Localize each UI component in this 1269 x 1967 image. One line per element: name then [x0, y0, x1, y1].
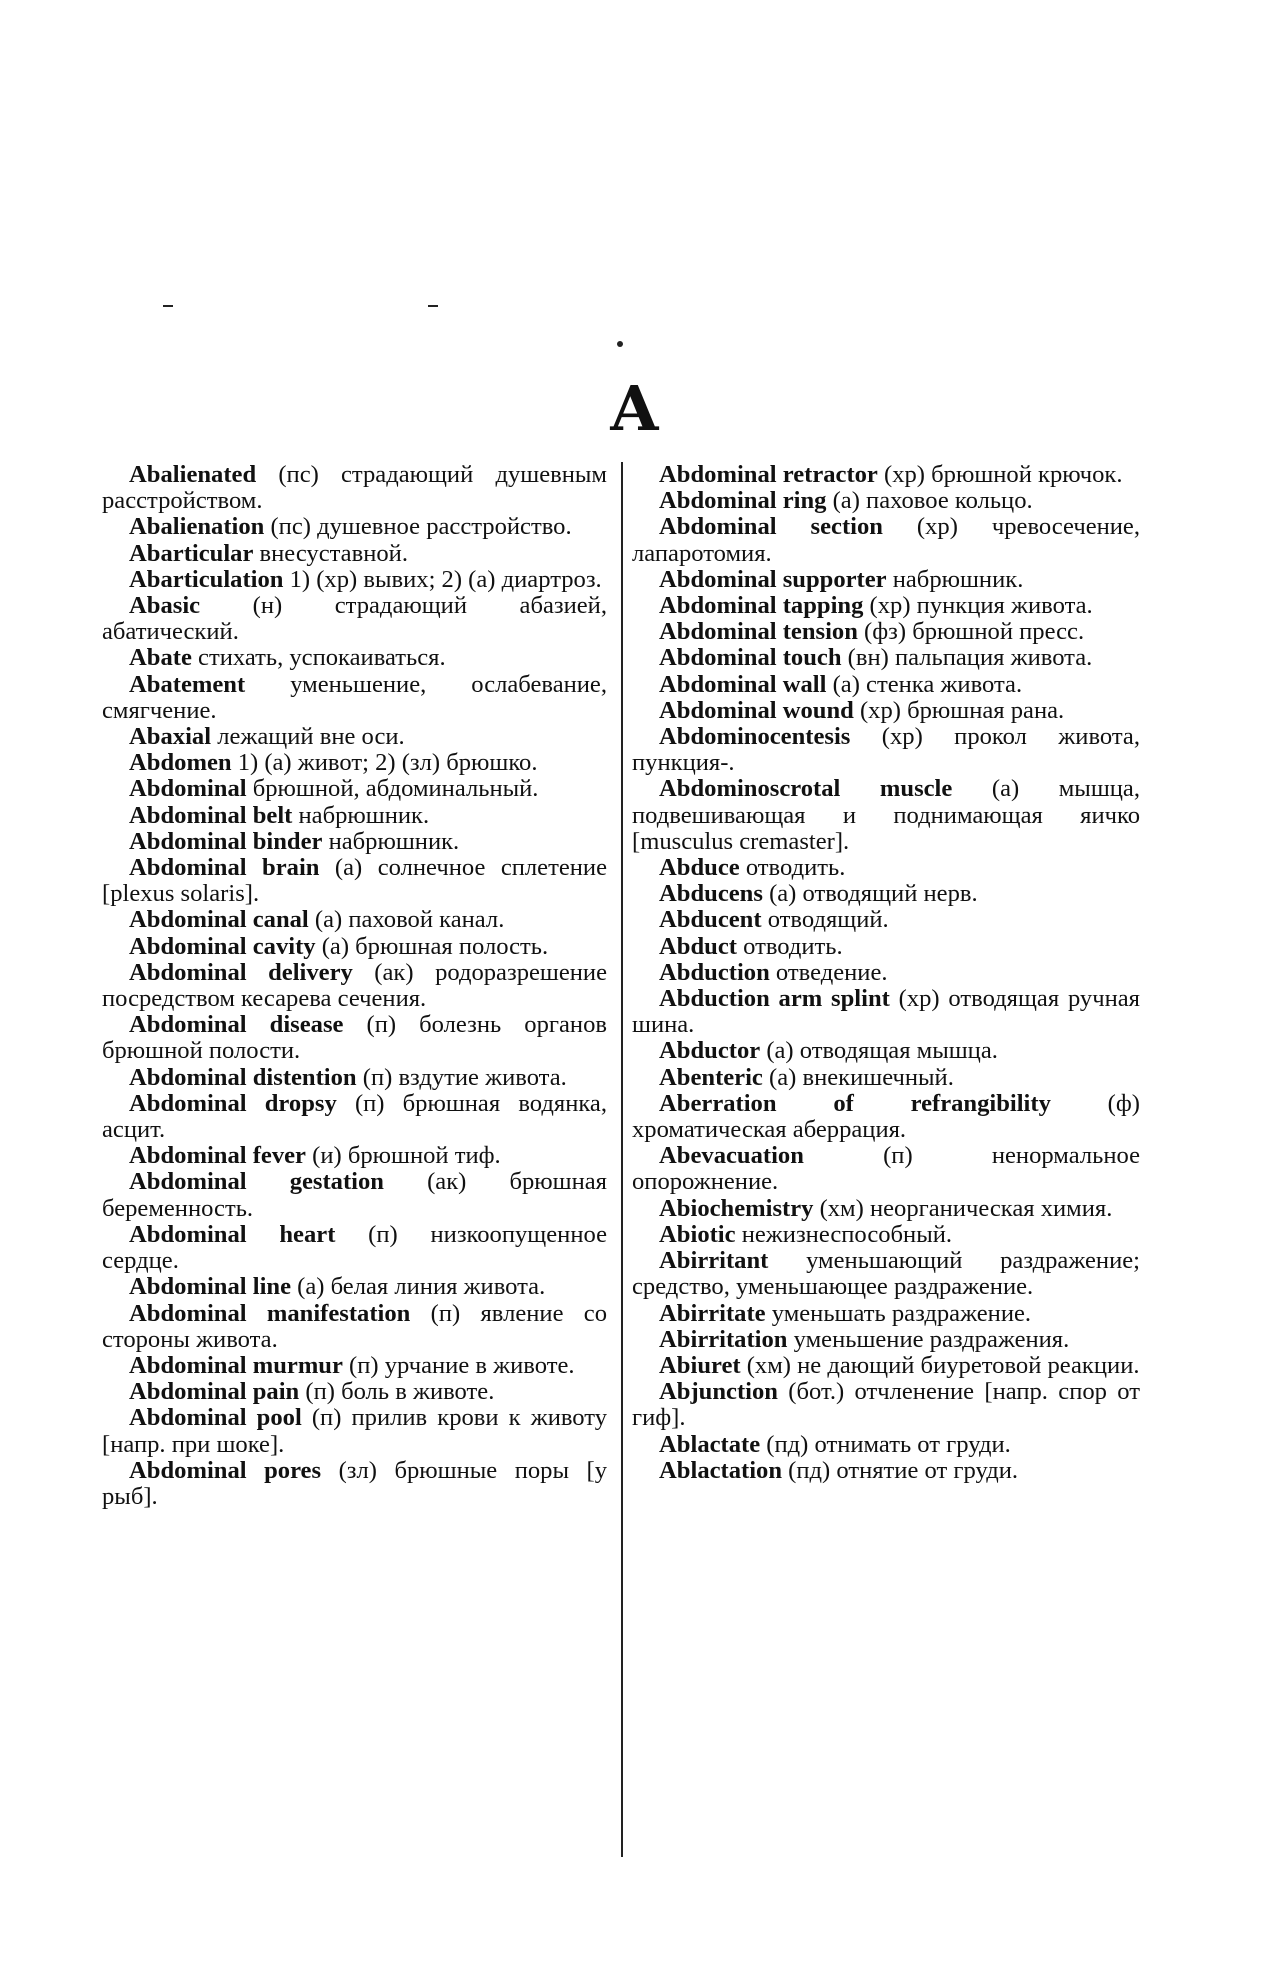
entry-term: Abirritate [659, 1299, 766, 1327]
dictionary-entry [632, 1196, 1140, 1222]
entry-definition: (п) вздутие живота. [356, 1063, 567, 1091]
entry-definition: стихать, успокаиваться. [191, 644, 446, 672]
dictionary-entry [632, 1327, 1140, 1353]
entry-term: Abate [129, 644, 192, 672]
dictionary-entry [102, 829, 607, 855]
entry-definition: (а) внекишечный. [762, 1063, 954, 1091]
entry-definition: (вн) пальпация живота. [841, 644, 1093, 672]
entry-term: Abdominal gestation [129, 1168, 384, 1196]
dictionary-entry [102, 593, 607, 645]
dictionary-entry [632, 1065, 1140, 1091]
dictionary-entry [102, 960, 607, 1012]
dictionary-entry [102, 1065, 607, 1091]
entry-definition: (пд) отнятие от груди. [782, 1456, 1019, 1484]
dictionary-entry [632, 514, 1140, 566]
entry-term: Abaxial [129, 723, 212, 751]
dictionary-entry [632, 698, 1140, 724]
entry-term: Abdominal tapping [659, 592, 864, 620]
entry-term: Abevacuation [659, 1142, 804, 1170]
entry-term: Abjunction [659, 1378, 778, 1406]
entry-term: Abarticulation [129, 565, 284, 593]
entry-term: Abdominal supporter [659, 565, 887, 593]
entry-definition: (а) отводящий нерв. [762, 880, 978, 908]
entry-term: Abductor [659, 1037, 761, 1065]
entry-definition: набрюшник. [322, 827, 460, 855]
dictionary-entry [102, 1301, 607, 1353]
entry-term: Abduction [659, 958, 770, 986]
entry-definition: 1) (хр) вывих; 2) (а) диартроз. [283, 565, 602, 593]
entry-definition: (ак) родоразрешение посредством кесарева сечения. [102, 958, 607, 1013]
dictionary-entry [632, 1091, 1140, 1143]
entry-definition: нежизнеспособный. [735, 1220, 953, 1248]
entry-definition: (н) страдающий абазией, абатический. [102, 592, 607, 646]
dictionary-entry [102, 645, 607, 671]
entry-term: Abiotic [659, 1220, 736, 1248]
dictionary-entry [102, 1274, 607, 1300]
entry-term: Abarticular [129, 539, 254, 567]
scan-speck [428, 305, 438, 307]
entry-term: Abdominal touch [659, 644, 842, 672]
entry-term: Abdominal tension [659, 618, 858, 646]
entry-term: Abdominal cavity [129, 932, 316, 960]
entry-term: Abduce [659, 854, 740, 882]
entry-definition: (и) брюшной тиф. [305, 1142, 501, 1170]
entry-term: Abdominal pain [129, 1378, 300, 1406]
entry-definition: (а) белая линия живота. [291, 1273, 546, 1301]
entry-definition: уменьшать раздражение. [765, 1299, 1032, 1327]
entry-term: Abdominal disease [129, 1011, 344, 1039]
entry-term: Abdominal distention [129, 1063, 357, 1091]
dictionary-entry [632, 960, 1140, 986]
entry-term: Abdominal pores [129, 1456, 322, 1484]
dictionary-entry [102, 514, 607, 540]
entry-definition: 1) (а) живот; 2) (зл) брюшко. [231, 749, 538, 777]
entry-definition: (п) ненормальное опорожнение. [632, 1142, 1140, 1196]
entry-definition: (пс) страдающий душевным расстройством. [102, 461, 607, 515]
dictionary-entry [102, 724, 607, 750]
scan-speck [163, 305, 173, 307]
entry-term: Abenteric [659, 1063, 763, 1091]
entry-definition: (хм) не дающий биуретовой реакции. [740, 1351, 1140, 1379]
entry-term: Abirritation [659, 1325, 788, 1353]
entry-definition: внесуставной. [253, 539, 408, 567]
entry-term: Abdominal fever [129, 1142, 306, 1170]
entry-definition: брюшной, абдоминальный. [246, 775, 539, 803]
entry-term: Abdominal dropsy [129, 1089, 337, 1117]
dictionary-entry [102, 1012, 607, 1064]
dictionary-entry [632, 1458, 1140, 1484]
dictionary-entry [632, 462, 1140, 488]
dictionary-entry [632, 934, 1140, 960]
dictionary-entry [632, 619, 1140, 645]
left-column [102, 462, 607, 1510]
dictionary-entry [632, 907, 1140, 933]
entry-definition: уменьшающий раздражение; средство, уменьшающее раздражение. [632, 1247, 1140, 1301]
entry-term: Abdominal wound [659, 696, 854, 724]
dictionary-entry [632, 1379, 1140, 1431]
entry-term: Ablactate [659, 1430, 761, 1458]
entry-term: Abdominal belt [129, 801, 293, 829]
dictionary-entry [632, 1143, 1140, 1195]
entry-definition: (а) стенка живота. [826, 670, 1023, 698]
entry-term: Abducens [659, 880, 763, 908]
entry-term: Abduction arm splint [659, 985, 890, 1013]
entry-definition: отводить. [736, 932, 843, 960]
entry-definition: (п) брюшная водянка, асцит. [102, 1089, 607, 1144]
dictionary-entry [632, 881, 1140, 907]
dictionary-entry [632, 488, 1140, 514]
dictionary-entry [102, 1143, 607, 1169]
dictionary-entry [102, 1405, 607, 1457]
entry-definition: (а) отводящая мышца. [760, 1037, 998, 1065]
entry-definition: (а) паховой канал. [308, 906, 505, 934]
entry-definition: набрюшник. [292, 801, 430, 829]
entry-term: Abatement [129, 670, 246, 698]
dictionary-entry [632, 1301, 1140, 1327]
entry-definition: уменьшение раздражения. [787, 1325, 1070, 1353]
entry-term: Abdominal retractor [659, 461, 878, 488]
entry-term: Abdominal pool [129, 1404, 302, 1432]
entry-term: Abdominal heart [129, 1220, 336, 1248]
entry-definition: (хр) брюшной крючок. [877, 461, 1123, 488]
entry-definition: (п) болезнь органов брюшной полости. [102, 1011, 607, 1065]
entry-term: Abdominal ring [659, 487, 827, 515]
entry-definition: (п) прилив крови к животу [напр. при шоке]. [102, 1404, 607, 1458]
entry-term: Abdominal line [129, 1273, 291, 1301]
entry-term: Abalienation [129, 513, 265, 541]
entry-definition: (хм) неорганическая химия. [813, 1194, 1113, 1222]
entry-term: Abduct [659, 932, 737, 960]
entry-term: Abalienated [129, 461, 257, 488]
dictionary-entry [102, 803, 607, 829]
column-divider [621, 462, 623, 1857]
dictionary-entry [102, 1091, 607, 1143]
dictionary-entry [632, 1248, 1140, 1300]
entry-term: Abdominal wall [659, 670, 827, 698]
dictionary-entry [102, 541, 607, 567]
dictionary-entry [632, 1432, 1140, 1458]
dictionary-entry [632, 593, 1140, 619]
dictionary-entry [632, 567, 1140, 593]
entry-definition: (фз) брюшной пресс. [857, 618, 1085, 646]
scan-speck [617, 341, 623, 347]
entry-term: Abducent [659, 906, 762, 934]
entry-term: Abasic [129, 592, 201, 620]
dictionary-entry [632, 855, 1140, 881]
entry-term: Abdomen [129, 749, 232, 777]
entry-definition: (ф) хроматическая аберрация. [632, 1089, 1140, 1144]
dictionary-entry [102, 776, 607, 802]
dictionary-entry [102, 1169, 607, 1221]
entry-definition: (п) урчание в животе. [342, 1351, 575, 1379]
entry-term: Abdominal canal [129, 906, 309, 934]
section-letter: А [609, 372, 660, 445]
dictionary-entry [102, 462, 607, 514]
entry-term: Ablactation [659, 1456, 783, 1484]
entry-term: Aberration of refrangibility [659, 1089, 1051, 1117]
dictionary-entry [632, 1222, 1140, 1248]
right-column [632, 462, 1140, 1484]
entry-definition: (ак) брюшная беременность. [102, 1168, 607, 1222]
dictionary-entry [632, 1038, 1140, 1064]
entry-definition: (п) низкоопущенное сердце. [102, 1220, 607, 1275]
entry-term: Abdominocentesis [659, 723, 851, 751]
dictionary-entry [102, 672, 607, 724]
dictionary-entry [102, 934, 607, 960]
entry-term: Abdominal section [659, 513, 883, 541]
entry-definition: (а) мышца, подвешивающая и поднимающая яичко [musculus cremaster]. [632, 775, 1140, 855]
entry-term: Abiochemistry [659, 1194, 814, 1222]
entry-definition: (пд) отнимать от груди. [760, 1430, 1011, 1458]
entry-term: Abdominal binder [129, 827, 323, 855]
dictionary-entry [102, 907, 607, 933]
entry-definition: отводить. [739, 854, 846, 882]
dictionary-entry [632, 645, 1140, 671]
entry-definition: набрюшник. [886, 565, 1024, 593]
entry-term: Abirritant [659, 1247, 769, 1275]
entry-term: Abdominal [129, 775, 247, 803]
entry-definition: (зл) брюшные поры [у рыб]. [102, 1456, 607, 1510]
entry-definition: лежащий вне оси. [211, 723, 405, 751]
entry-definition: отводящий. [761, 906, 889, 934]
entry-definition: (хр) брюшная рана. [853, 696, 1065, 724]
entry-definition: (а) солнечное сплетение [plexus solaris]. [102, 854, 607, 908]
entry-definition: (хр) прокол живота, пункция-. [632, 723, 1140, 777]
dictionary-entry [102, 1379, 607, 1405]
entry-definition: (п) боль в животе. [299, 1378, 495, 1406]
entry-definition: (хр) чревосечение, лапаротомия. [632, 513, 1141, 567]
dictionary-entry [632, 986, 1140, 1038]
dictionary-entry [632, 1353, 1140, 1379]
entry-term: Abdominal brain [129, 854, 320, 882]
entry-definition: (а) брюшная полость. [315, 932, 549, 960]
dictionary-entry [102, 1353, 607, 1379]
entry-definition: (п) явление со стороны живота. [102, 1299, 607, 1353]
entry-definition: уменьшение, ослабевание, смягчение. [102, 670, 607, 724]
dictionary-entry [632, 776, 1140, 855]
entry-definition: (хр) пункция живота. [863, 592, 1093, 620]
dictionary-entry [102, 1222, 607, 1274]
entry-definition: (хр) отводящая ручная шина. [632, 985, 1140, 1039]
entry-term: Abdominal murmur [129, 1351, 343, 1379]
entry-term: Abdominoscrotal muscle [659, 775, 953, 803]
entry-term: Abdominal manifestation [129, 1299, 411, 1327]
entry-term: Abiuret [659, 1351, 741, 1379]
entry-definition: (а) паховое кольцо. [826, 487, 1033, 515]
dictionary-entry [102, 567, 607, 593]
entry-definition: (пс) душевное расстройство. [264, 513, 572, 541]
entry-definition: отведение. [769, 958, 888, 986]
dictionary-entry [102, 855, 607, 907]
dictionary-entry [102, 1458, 607, 1510]
entry-definition: (бот.) отчленение [напр. спор от гиф]. [632, 1378, 1140, 1432]
dictionary-entry [102, 750, 607, 776]
dictionary-entry [632, 672, 1140, 698]
entry-term: Abdominal delivery [129, 958, 353, 986]
dictionary-entry [632, 724, 1140, 776]
